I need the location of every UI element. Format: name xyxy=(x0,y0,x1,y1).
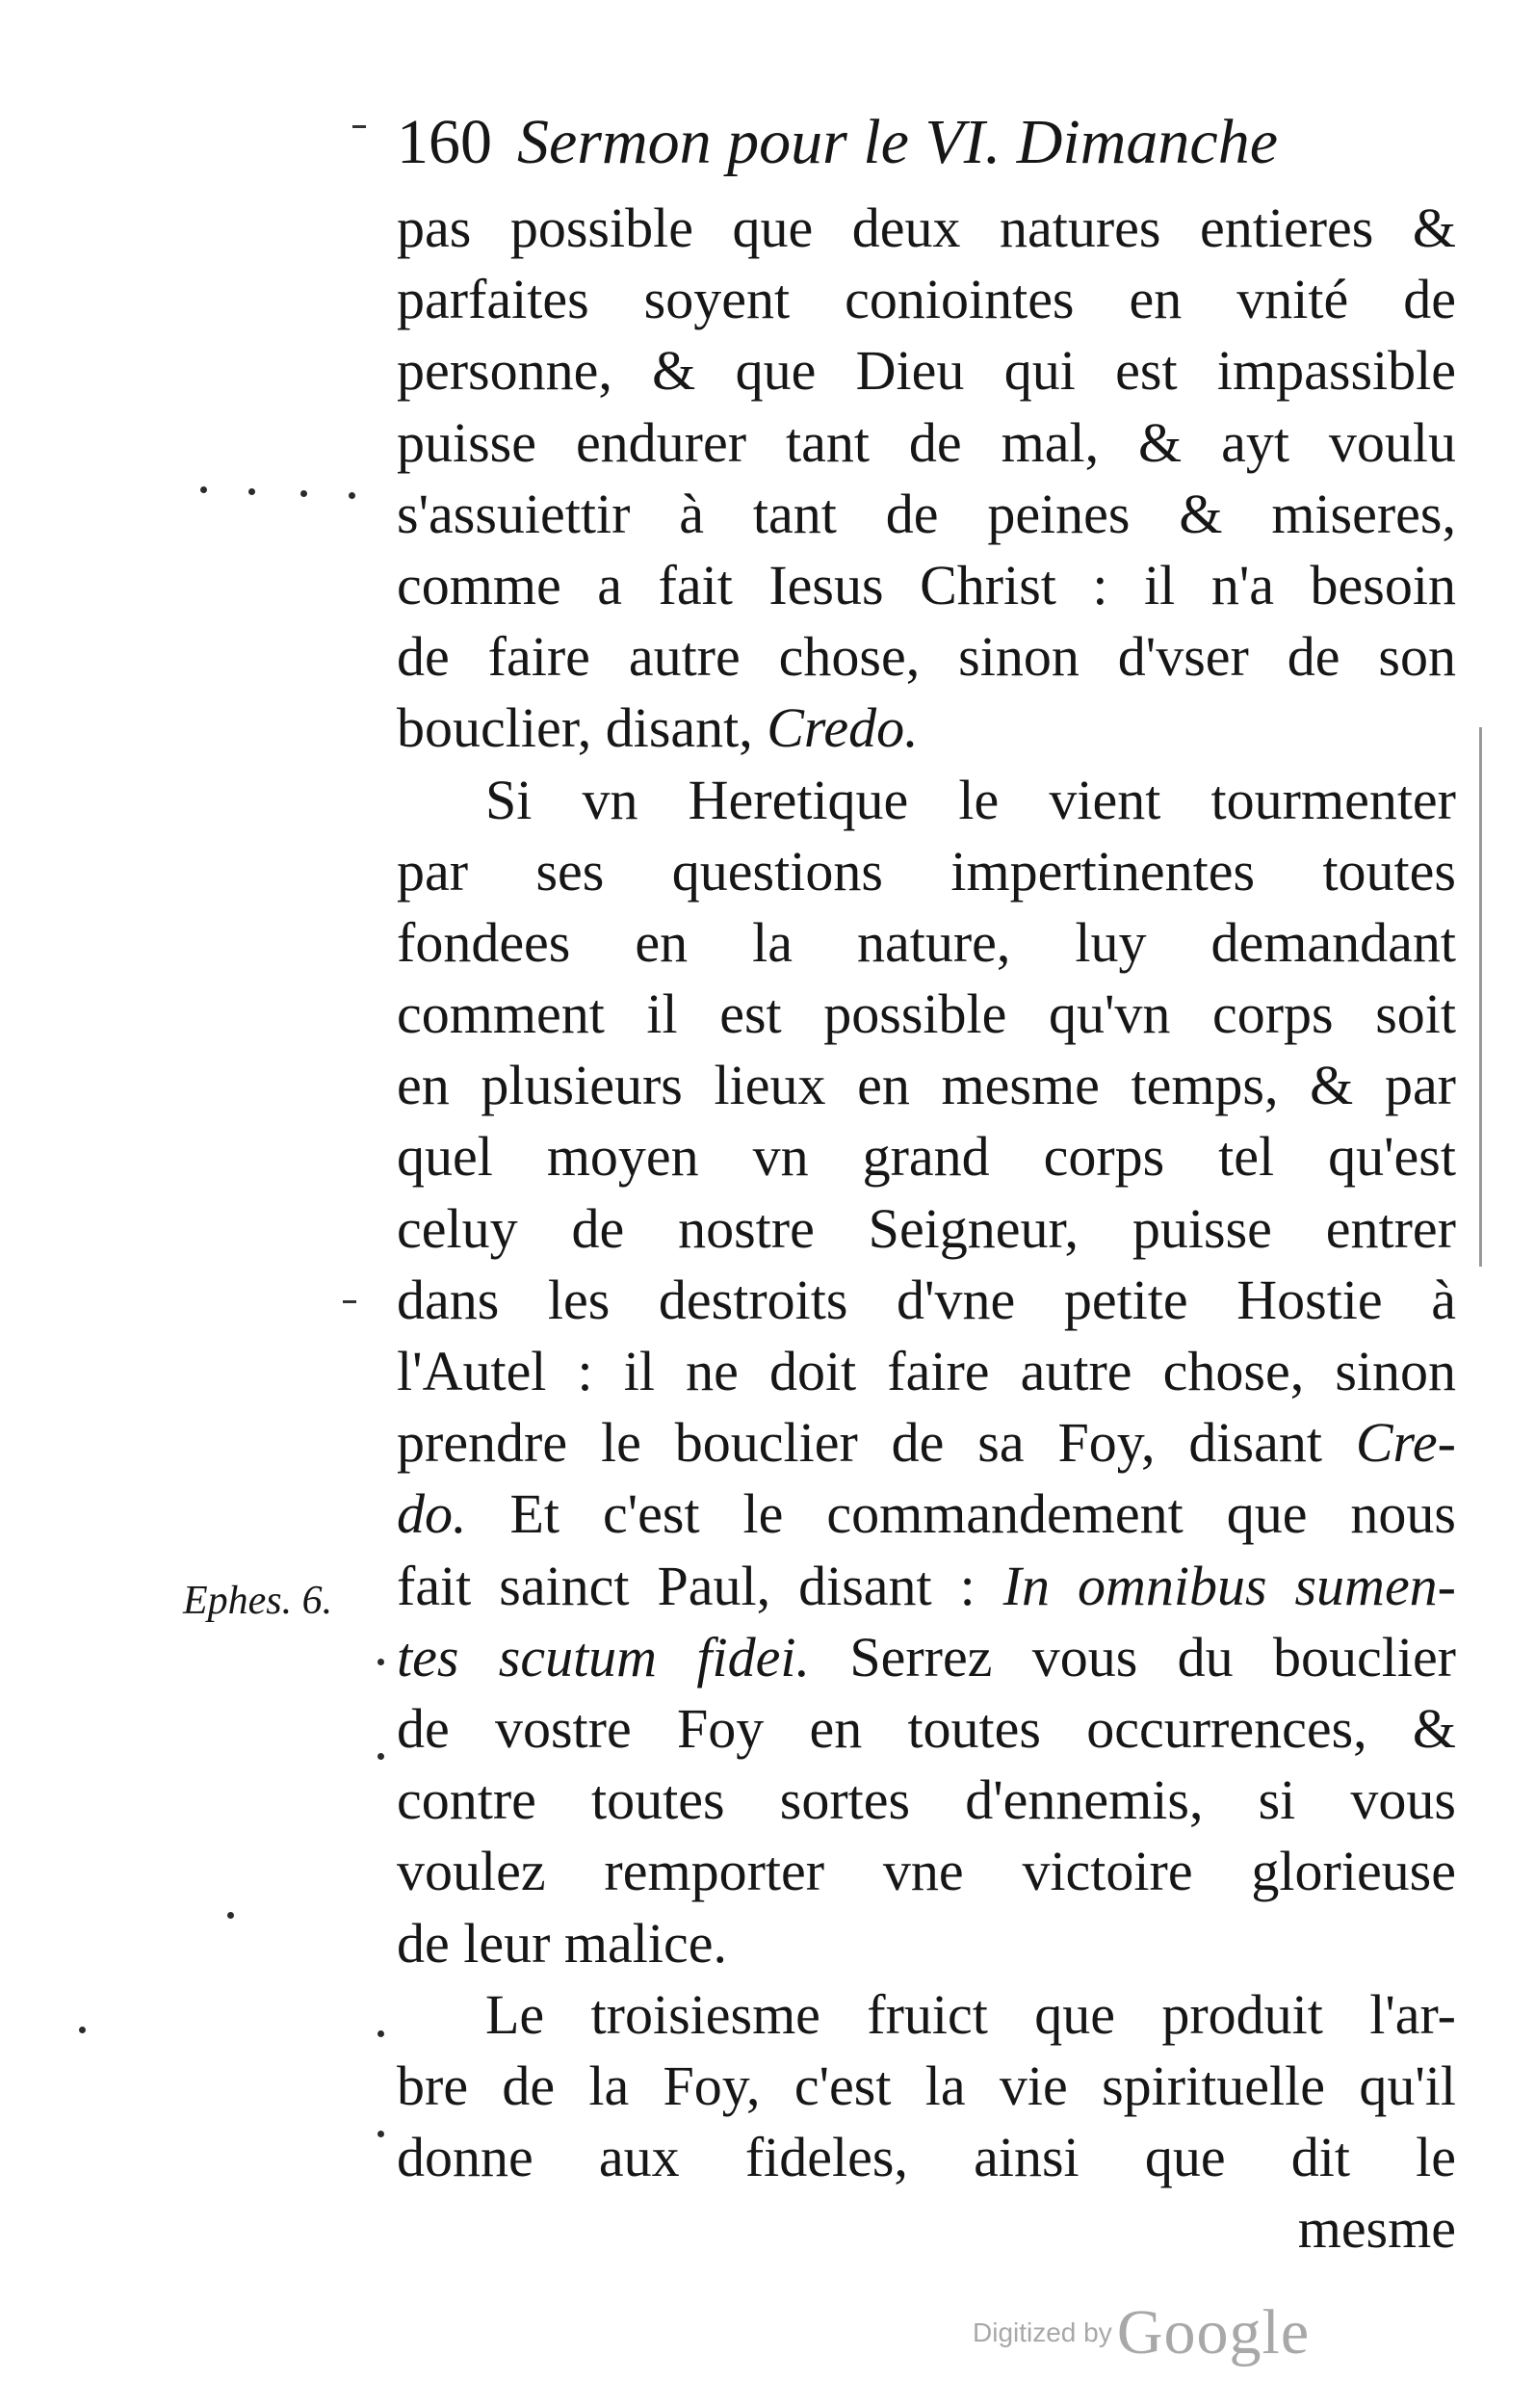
italic-span: In omnibus sumen- xyxy=(1002,1554,1457,1617)
text-line: puisse endurer tant de mal, & ayt voulu xyxy=(397,410,1456,474)
italic-span: do. xyxy=(397,1482,467,1546)
text-line: de faire autre chose, sinon d'vser de son xyxy=(397,625,1456,689)
bleed-dot xyxy=(349,492,355,499)
bleed-dot xyxy=(377,1659,384,1665)
text-line xyxy=(397,1622,1456,1693)
text-line: parfaites soyent coniointes en vnité de xyxy=(397,268,1456,331)
watermark-prefix: Digitized by xyxy=(973,2317,1112,2347)
running-title: Sermon pour le VI. Dimanche xyxy=(517,107,1279,177)
text-line: Si vn Heretique le vient tourmenter xyxy=(485,768,1456,831)
text-span: bouclier, disant, xyxy=(397,696,753,760)
text-span: prendre le bouclier de sa Foy, disant xyxy=(397,1411,1322,1475)
text-line: Le troisiesme fruict que produit l'ar- xyxy=(485,1982,1456,2046)
gutter-shadow xyxy=(1479,727,1482,1267)
text-line: comme a fait Iesus Christ : il n'a besoin xyxy=(397,553,1456,616)
text-line: bre de la Foy, c'est la vie spirituelle qu'il xyxy=(397,2054,1456,2117)
text-span: Serrez vous du bouclier xyxy=(849,1625,1456,1688)
google-logo: Google xyxy=(1116,2297,1311,2368)
italic-span: Credo. xyxy=(767,696,919,760)
margin-note: Ephes. 6. xyxy=(183,1579,333,1623)
bleed-dot xyxy=(248,488,255,495)
bleed-dot xyxy=(377,2030,384,2037)
text-line: fondees en la nature, luy demandant xyxy=(397,910,1456,974)
text-line xyxy=(397,1479,1456,1550)
bleed-dot xyxy=(377,2131,384,2137)
text-line: quel moyen vn grand corps tel qu'est xyxy=(397,1125,1456,1189)
text-line: celuy de nostre Seigneur, puisse entrer xyxy=(397,1196,1456,1260)
text-line: dans les destroits d'vne petite Hostie à xyxy=(397,1268,1456,1331)
text-line: en plusieurs lieux en mesme temps, & par xyxy=(397,1054,1456,1117)
italic-span: tes scutum fidei. xyxy=(397,1625,810,1688)
bleed-dot xyxy=(227,1912,234,1919)
text-line: comment il est possible qu'vn corps soit xyxy=(397,982,1456,1046)
text-line xyxy=(397,693,1456,764)
text-line xyxy=(397,1407,1456,1479)
italic-span: Cre- xyxy=(1355,1411,1456,1475)
digitized-watermark xyxy=(973,2296,1339,2373)
bleed-dot xyxy=(377,1753,384,1760)
text-line: l'Autel : il ne doit faire autre chose, sinon xyxy=(397,1340,1456,1402)
text-line xyxy=(397,1551,1456,1622)
body-text xyxy=(397,193,1456,2264)
text-line: contre toutes sortes d'ennemis, si vous xyxy=(397,1768,1456,1832)
bleed-dot xyxy=(200,486,207,493)
text-line: donne aux fideles, ainsi que dit le xyxy=(397,2126,1456,2189)
text-line: de vostre Foy en toutes occurrences, & xyxy=(397,1696,1456,1760)
text-line: s'assuiettir à tant de peines & miseres, xyxy=(397,482,1456,545)
text-line: personne, & que Dieu qui est impassible xyxy=(397,339,1456,403)
catchword: mesme xyxy=(1297,2197,1456,2261)
text-line: de leur malice. xyxy=(397,1911,727,1975)
page-number: 160 xyxy=(397,107,492,177)
bleed-mark xyxy=(343,1300,356,1303)
bleed-dot xyxy=(300,490,307,497)
text-line: pas possible que deux natures entieres & xyxy=(397,196,1456,259)
text-line: par ses questions impertinentes toutes xyxy=(397,839,1456,903)
bleed-dot xyxy=(79,2027,86,2033)
running-header xyxy=(397,104,1466,181)
text-line: voulez remporter vne victoire glorieuse xyxy=(397,1840,1456,1903)
bleed-mark xyxy=(352,125,366,128)
text-span: fait sainct Paul, disant : xyxy=(397,1554,976,1617)
text-span: Et c'est le commandement que nous xyxy=(509,1482,1456,1546)
